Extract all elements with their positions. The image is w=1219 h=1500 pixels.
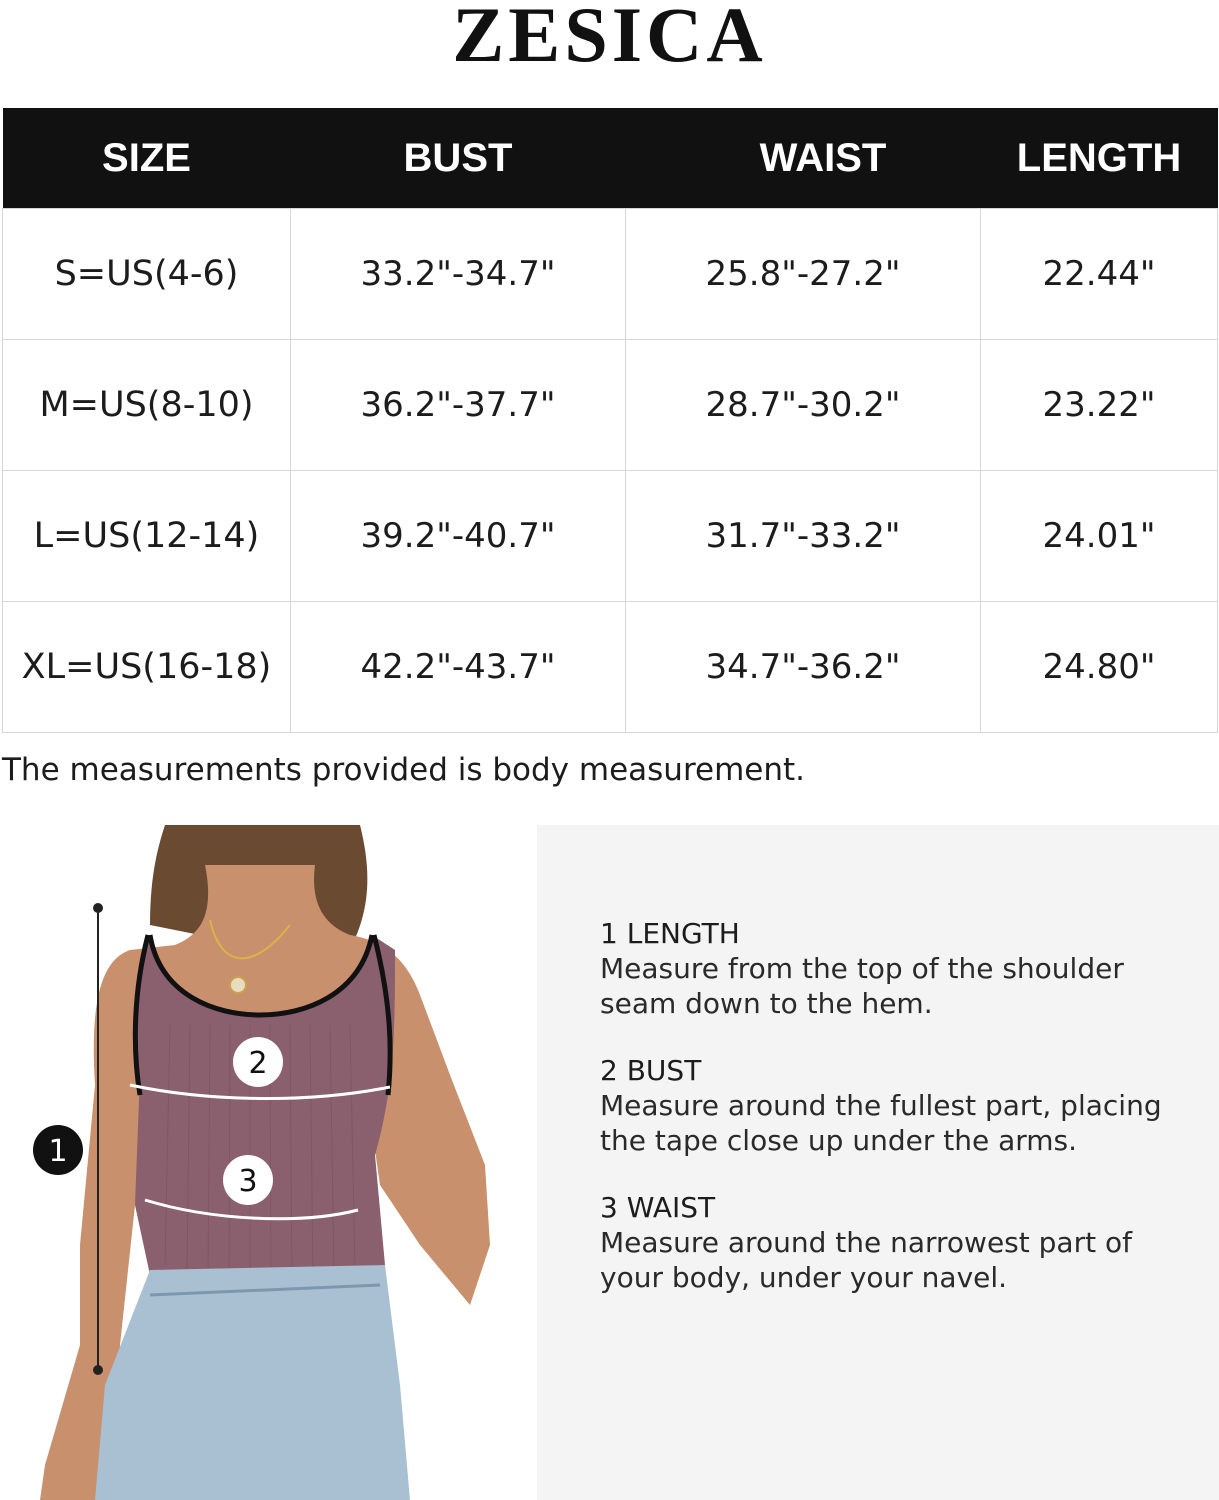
svg-text:1: 1	[48, 1134, 68, 1169]
guide-line: Measure from the top of the shoulder	[600, 952, 1124, 985]
cell-waist: 34.7"-36.2"	[626, 602, 981, 733]
cell-length: 23.22"	[981, 340, 1218, 471]
header-length: LENGTH	[981, 108, 1218, 209]
header-bust: BUST	[291, 108, 626, 209]
guide-title: 3 WAIST	[600, 1191, 716, 1224]
table-row	[3, 471, 1218, 602]
guide-title: 2 BUST	[600, 1054, 702, 1087]
table-row	[3, 209, 1218, 340]
guide-length	[600, 917, 1200, 1021]
marker-3	[223, 1155, 273, 1205]
cell-length: 24.80"	[981, 602, 1218, 733]
cell-waist: 31.7"-33.2"	[626, 471, 981, 602]
cell-length: 24.01"	[981, 471, 1218, 602]
cell-waist: 28.7"-30.2"	[626, 340, 981, 471]
size-chart-table	[2, 108, 1218, 733]
cell-bust: 39.2"-40.7"	[291, 471, 626, 602]
header-size: SIZE	[3, 108, 291, 209]
guide-line: your body, under your navel.	[600, 1261, 1008, 1294]
table-header-row	[3, 108, 1218, 209]
cell-size: M=US(8-10)	[3, 340, 291, 471]
guide-line: Measure around the narrowest part of	[600, 1226, 1132, 1259]
guide-line: seam down to the hem.	[600, 987, 933, 1020]
guide-bust	[600, 1054, 1200, 1158]
guide-waist	[600, 1191, 1200, 1295]
marker-1	[33, 1125, 83, 1175]
cell-bust: 42.2"-43.7"	[291, 602, 626, 733]
measurement-note: The measurements provided is body measurement.	[2, 752, 806, 788]
cell-length: 22.44"	[981, 209, 1218, 340]
cell-bust: 36.2"-37.7"	[291, 340, 626, 471]
guide-line: Measure around the fullest part, placing	[600, 1089, 1162, 1122]
brand-logo: ZESICA	[452, 0, 767, 78]
cell-waist: 25.8"-27.2"	[626, 209, 981, 340]
measurement-guide	[537, 825, 1219, 1500]
cell-size: XL=US(16-18)	[3, 602, 291, 733]
svg-text:3: 3	[238, 1164, 258, 1199]
guide-line: the tape close up under the arms.	[600, 1124, 1078, 1157]
cell-bust: 33.2"-34.7"	[291, 209, 626, 340]
table-row	[3, 340, 1218, 471]
header-waist: WAIST	[626, 108, 981, 209]
marker-2	[233, 1037, 283, 1087]
table-row	[3, 602, 1218, 733]
cell-size: S=US(4-6)	[3, 209, 291, 340]
svg-text:2: 2	[248, 1046, 268, 1081]
guide-title: 1 LENGTH	[600, 917, 740, 950]
model-photo	[0, 825, 537, 1500]
cell-size: L=US(12-14)	[3, 471, 291, 602]
